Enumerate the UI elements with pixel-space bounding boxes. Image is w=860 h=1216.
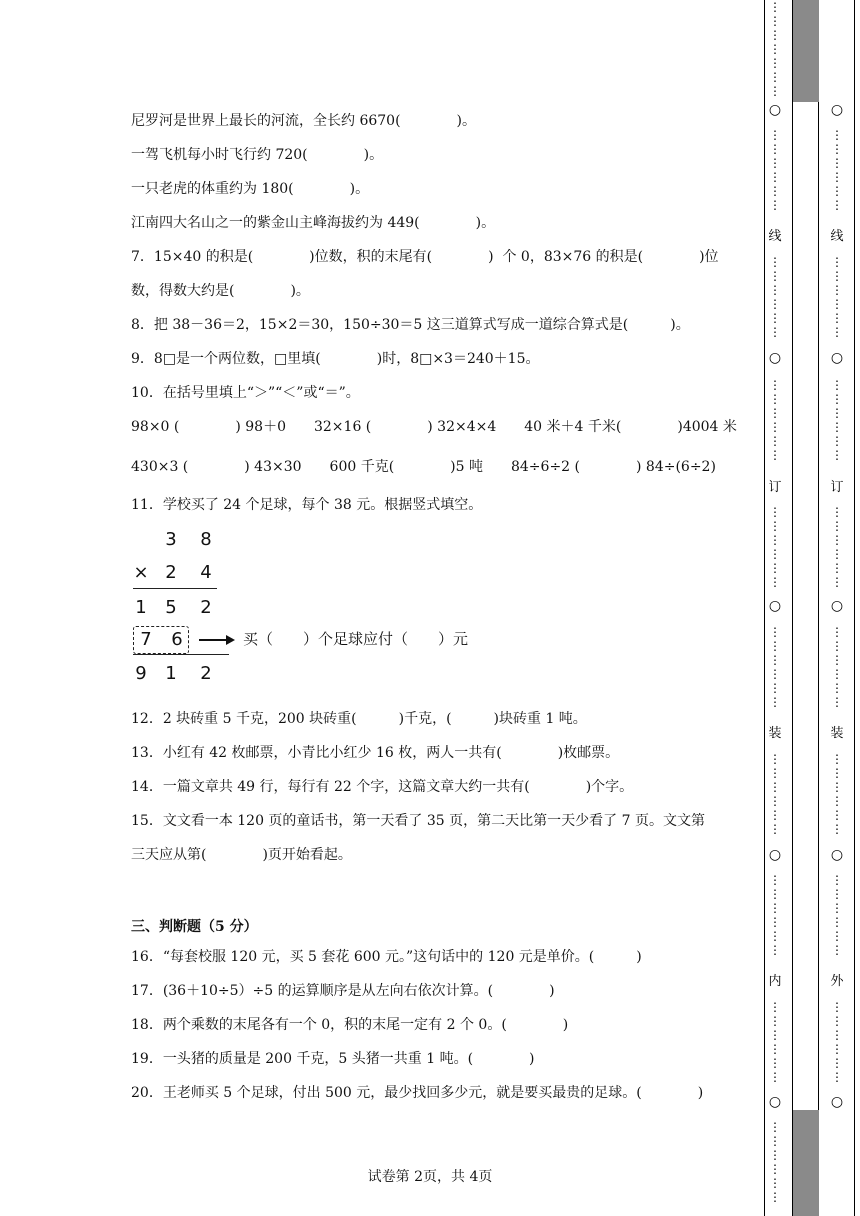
dots-icon: ⋮ ⋮ ⋮ ⋮ ⋮ ⋮ xyxy=(769,128,781,212)
dots-icon: ⋮ ⋮ ⋮ ⋮ ⋮ ⋮ xyxy=(831,873,843,957)
question-19: 19．一头猪的质量是 200 千克，5 头猪一共重 1 吨。( ) xyxy=(131,1051,535,1067)
circle-icon: ○ xyxy=(830,102,844,118)
dots-icon: ⋮ ⋮ ⋮ ⋮ ⋮ ⋮ xyxy=(769,1120,781,1204)
question-10-row1: 98×0 ( ) 98＋0 32×16 ( ) 32×4×4 40 米＋4 千米( )4004 米 xyxy=(131,419,737,435)
question-11: 11．学校买了 24 个足球，每个 38 元。根据竖式填空。 xyxy=(131,497,483,513)
section-title: 三、判断题（5 分） xyxy=(131,919,258,935)
dots-icon: ⋮ ⋮ ⋮ ⋮ ⋮ ⋮ ⋮ xyxy=(769,0,781,98)
question-18: 18．两个乘数的末尾各有一个 0，积的末尾一定有 2 个 0。( ) xyxy=(131,1017,569,1033)
binding-mark: 订 xyxy=(768,480,782,495)
question-7-cont: 数，得数大约是( )。 xyxy=(131,283,310,299)
dots-icon: ⋮ ⋮ ⋮ ⋮ ⋮ ⋮ xyxy=(831,1000,843,1084)
dots-icon: ⋮ ⋮ ⋮ ⋮ ⋮ ⋮ xyxy=(831,378,843,462)
question-line: 一只老虎的体重约为 180( )。 xyxy=(131,181,370,197)
question-15-cont: 三天应从第( )页开始看起。 xyxy=(131,847,352,863)
digit: 9 xyxy=(135,663,147,684)
question-15: 15．文文看一本 120 页的童话书，第一天看了 35 页，第二天比第一天少看了 7 页。文文第 xyxy=(131,813,705,829)
question-16: 16．“每套校服 120 元，买 5 套花 600 元。”这句话中的 120 元是单价。( ) xyxy=(131,949,642,965)
digit: 1 xyxy=(165,663,177,684)
dots-icon: ⋮ ⋮ ⋮ ⋮ ⋮ ⋮ xyxy=(831,505,843,589)
binding-mark: 线 xyxy=(768,229,782,244)
dots-icon: ⋮ ⋮ ⋮ ⋮ ⋮ ⋮ xyxy=(769,505,781,589)
digit: 8 xyxy=(200,529,212,550)
binding-mark: 外 xyxy=(830,974,844,989)
question-7: 7．15×40 的积是( )位数，积的末尾有( ) 个 0，83×76 的积是( )位 xyxy=(131,249,719,265)
page-footer: 试卷第 2页，共 4页 xyxy=(367,1169,493,1185)
circle-icon: ○ xyxy=(768,847,782,863)
vertical-multiplication-figure xyxy=(131,528,531,688)
question-17: 17．(36＋10÷5）÷5 的运算顺序是从左向右依次计算。( ) xyxy=(131,983,555,999)
rule-line xyxy=(133,588,217,589)
circle-icon: ○ xyxy=(768,350,782,366)
dots-icon: ⋮ ⋮ ⋮ ⋮ ⋮ ⋮ xyxy=(831,625,843,709)
question-line: 一驾飞机每小时飞行约 720( )。 xyxy=(131,147,384,163)
binding-mark: 装 xyxy=(768,726,782,741)
binding-mark: 订 xyxy=(830,480,844,495)
question-20: 20．王老师买 5 个足球，付出 500 元，最少找回多少元，就是要买最贵的足球。( ) xyxy=(131,1085,704,1101)
dots-icon: ⋮ ⋮ ⋮ ⋮ ⋮ ⋮ xyxy=(769,1000,781,1084)
digit: 4 xyxy=(200,562,212,583)
question-13: 13．小红有 42 枚邮票，小青比小红少 16 枚，两人一共有( )枚邮票。 xyxy=(131,745,620,761)
binding-line xyxy=(764,0,765,1216)
gray-bar xyxy=(793,0,819,102)
binding-mark: 线 xyxy=(830,229,844,244)
dots-icon: ⋮ ⋮ ⋮ ⋮ ⋮ ⋮ xyxy=(769,625,781,709)
dots-icon: ⋮ ⋮ ⋮ ⋮ ⋮ ⋮ xyxy=(831,128,843,212)
circle-icon: ○ xyxy=(830,1094,844,1110)
question-12: 12．2 块砖重 5 千克，200 块砖重( )千克，( )块砖重 1 吨。 xyxy=(131,711,587,727)
dots-icon: ⋮ ⋮ ⋮ ⋮ ⋮ ⋮ xyxy=(769,378,781,462)
binding-mark: 装 xyxy=(830,726,844,741)
digit: 3 xyxy=(165,529,177,550)
arrow-head-icon xyxy=(226,635,235,645)
digit: 2 xyxy=(200,597,212,618)
digit: 5 xyxy=(165,597,177,618)
multiply-sign: × xyxy=(133,562,149,583)
dots-icon: ⋮ ⋮ ⋮ ⋮ ⋮ ⋮ xyxy=(769,873,781,957)
digit: 1 xyxy=(135,597,147,618)
question-8: 8．把 38－36＝2，15×2＝30，150÷30＝5 这三道算式写成一道综合算式是( )。 xyxy=(131,317,690,333)
question-14: 14．一篇文章共 49 行，每行有 22 个字，这篇文章大约一共有( )个字。 xyxy=(131,779,634,795)
question-9: 9．8□是一个两位数，□里填( )时，8□×3＝240＋15。 xyxy=(131,351,540,367)
gray-bar xyxy=(793,1110,819,1216)
circle-icon: ○ xyxy=(830,598,844,614)
circle-icon: ○ xyxy=(830,847,844,863)
arrow-icon xyxy=(199,639,227,641)
digit: 2 xyxy=(200,663,212,684)
binding-mark: 内 xyxy=(768,974,782,989)
circle-icon: ○ xyxy=(768,102,782,118)
arrow-caption: 买（ ）个足球应付（ ）元 xyxy=(243,630,469,648)
binding-line xyxy=(792,0,793,1216)
digit: 7 xyxy=(140,629,152,650)
digit: 6 xyxy=(171,629,183,650)
question-10: 10．在括号里填上“＞”“＜”或“＝”。 xyxy=(131,385,360,401)
question-line: 尼罗河是世界上最长的河流，全长约 6670( )。 xyxy=(131,113,477,129)
circle-icon: ○ xyxy=(830,350,844,366)
binding-line xyxy=(818,0,819,1216)
dots-icon: ⋮ ⋮ ⋮ ⋮ ⋮ ⋮ xyxy=(769,255,781,339)
question-10-row2: 430×3 ( ) 43×30 600 千克( )5 吨 84÷6÷2 ( ) 84÷(6÷2) xyxy=(131,459,716,475)
rule-line xyxy=(133,654,229,655)
digit: 2 xyxy=(165,562,177,583)
circle-icon: ○ xyxy=(768,598,782,614)
dots-icon: ⋮ ⋮ ⋮ ⋮ ⋮ ⋮ xyxy=(769,752,781,836)
question-line: 江南四大名山之一的紫金山主峰海拔约为 449( )。 xyxy=(131,215,496,231)
dots-icon: ⋮ ⋮ ⋮ ⋮ ⋮ ⋮ xyxy=(831,752,843,836)
circle-icon: ○ xyxy=(768,1094,782,1110)
binding-margin xyxy=(756,0,860,1216)
binding-line xyxy=(854,0,855,1216)
dots-icon: ⋮ ⋮ ⋮ ⋮ ⋮ ⋮ xyxy=(831,255,843,339)
